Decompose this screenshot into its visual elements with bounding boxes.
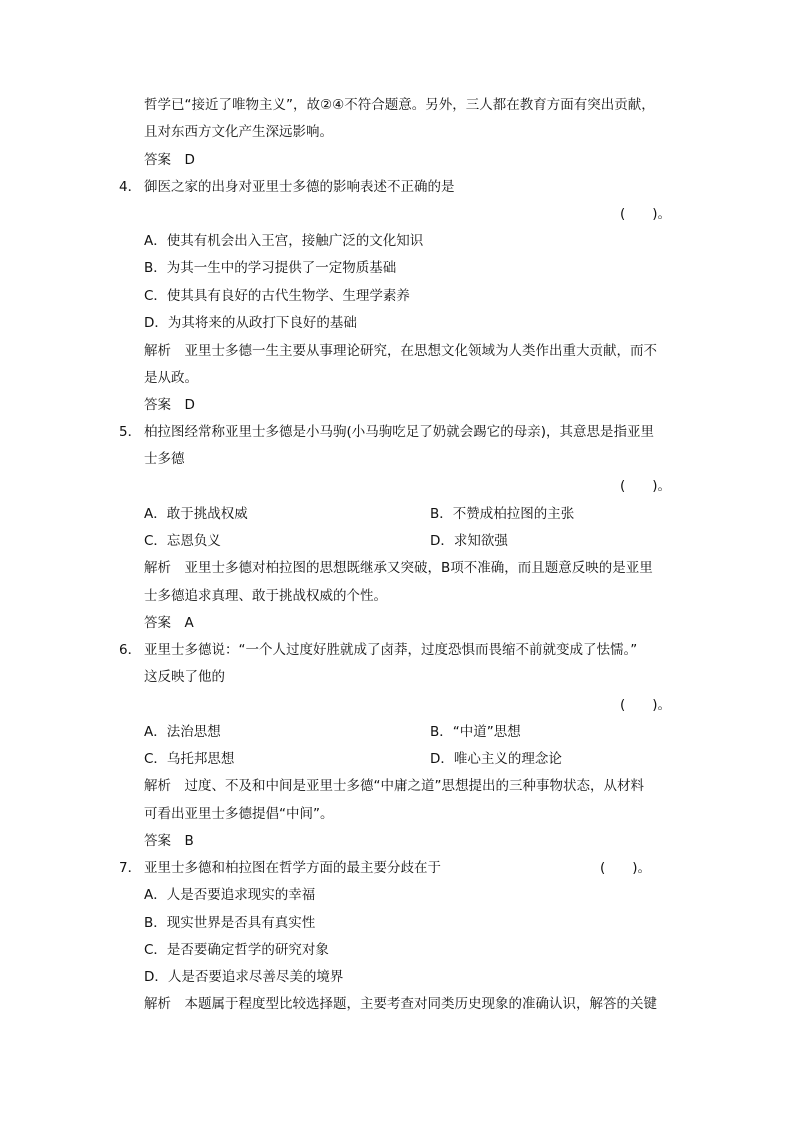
- q7-stem: 亚里士多德和柏拉图在哲学方面的最主要分歧在于: [144, 860, 441, 876]
- q7-option-d: D．人是否要追求尽善尽美的境界: [144, 969, 344, 985]
- q7-option-b: B．现实世界是否具有真实性: [144, 915, 316, 931]
- q5-stem-1: 柏拉图经常称亚里士多德是小马驹(小马驹吃足了奶就会踢它的母亲)，其意思是指亚里: [144, 424, 655, 440]
- q4-option-b: B．为其一生中的学习提供了一定物质基础: [144, 260, 397, 276]
- q6-option-c: C．乌托邦思想: [144, 751, 235, 767]
- q6-answer: 答案 B: [144, 833, 194, 849]
- q4-option-d: D．为其将来的从政打下良好的基础: [144, 315, 357, 331]
- q5-option-d: D．求知欲强: [430, 533, 508, 549]
- q5-number: 5．: [119, 424, 142, 440]
- q6-stem-2: 这反映了他的: [144, 669, 225, 685]
- q7-option-a: A．人是否要追求现实的幸福: [144, 887, 316, 903]
- q6-option-b: B．“中道”思想: [430, 724, 521, 740]
- q5-analysis-1: 解析 亚里士多德对柏拉图的思想既继承又突破，B项不准确，而且题意反映的是亚里: [144, 560, 653, 576]
- q6-stem-1: 亚里士多德说：“一个人过度好胜就成了卤莽，过度恐惧而畏缩不前就变成了怯懦。”: [144, 642, 638, 658]
- q5-option-a: A．敢于挑战权威: [144, 506, 248, 522]
- q6-option-d: D．唯心主义的理念论: [430, 751, 562, 767]
- q4-answer: 答案 D: [144, 397, 195, 413]
- q5-stem-2: 士多德: [144, 451, 185, 467]
- carry-answer: 答案 D: [144, 152, 195, 168]
- q4-blank: ( )。: [620, 206, 672, 222]
- q7-number: 7．: [119, 860, 142, 876]
- q6-blank: ( )。: [620, 697, 672, 713]
- q5-option-c: C．忘恩负义: [144, 533, 221, 549]
- q4-option-a: A．使其有机会出入王宫，接触广泛的文化知识: [144, 233, 424, 249]
- q5-blank: ( )。: [620, 478, 672, 494]
- carry-line-2: 且对东西方文化产生深远影响。: [144, 124, 333, 140]
- q4-analysis-2: 是从政。: [144, 370, 198, 386]
- q7-option-c: C．是否要确定哲学的研究对象: [144, 942, 329, 958]
- carry-line-1: 哲学已“接近了唯物主义”，故②④不符合题意。另外，三人都在教育方面有突出贡献，: [144, 97, 655, 113]
- q6-option-a: A．法治思想: [144, 724, 221, 740]
- q4-option-c: C．使其具有良好的古代生物学、生理学素养: [144, 288, 410, 304]
- q6-analysis-1: 解析 过度、不及和中间是亚里士多德“中庸之道”思想提出的三种事物状态，从材料: [144, 778, 644, 794]
- q4-stem: 御医之家的出身对亚里士多德的影响表述不正确的是: [144, 179, 455, 195]
- q6-analysis-2: 可看出亚里士多德提倡“中间”。: [144, 806, 334, 822]
- q4-number: 4．: [119, 179, 142, 195]
- q4-analysis-1: 解析 亚里士多德一生主要从事理论研究，在思想文化领域为人类作出重大贡献，而不: [144, 343, 657, 359]
- q5-analysis-2: 士多德追求真理、敢于挑战权威的个性。: [144, 588, 387, 604]
- q7-blank: ( )。: [600, 860, 652, 876]
- q5-answer: 答案 A: [144, 615, 194, 631]
- q6-number: 6．: [119, 642, 142, 658]
- q5-option-b: B．不赞成柏拉图的主张: [430, 506, 575, 522]
- q7-analysis-1: 解析 本题属于程度型比较选择题，主要考查对同类历史现象的准确认识，解答的关键: [144, 996, 657, 1012]
